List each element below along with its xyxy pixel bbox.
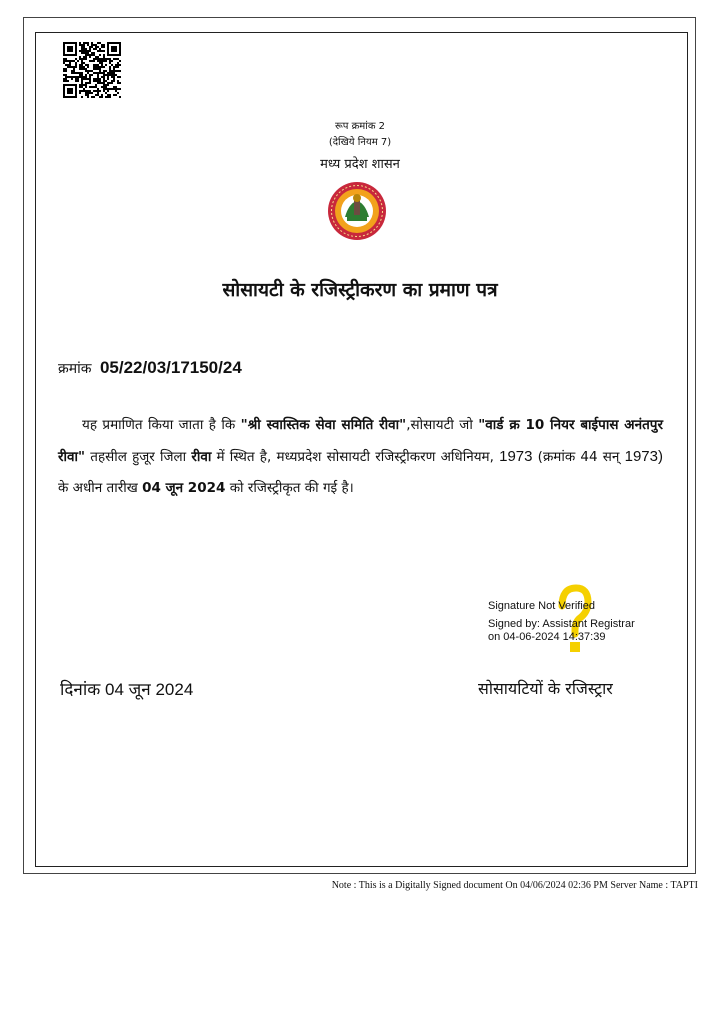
registrar-title: सोसायटियों के रजिस्ट्रार <box>478 679 613 698</box>
act-year-2: 1973) <box>624 448 663 465</box>
certificate-title: सोसायटी के रजिस्ट्रीकरण का प्रमाण पत्र <box>222 279 498 301</box>
society-name: "श्री स्वास्तिक सेवा समिति रीवा" <box>240 417 407 433</box>
signature-timestamp: on 04-06-2024 14:37:39 <box>488 631 606 643</box>
body-text-6: के अधीन तारीख <box>58 480 138 496</box>
mp-government-emblem-icon <box>327 181 387 241</box>
body-text-5: (क्रमांक 44 सन् <box>537 449 620 465</box>
form-number: रूप क्रमांक 2 <box>334 121 386 132</box>
registration-number <box>58 358 242 378</box>
body-text-3: तहसील हुजूर जिला <box>90 449 187 465</box>
body-text-1: यह प्रमाणित किया जाता है कि <box>82 417 236 433</box>
body-text-4: में स्थित है, मध्यप्रदेश सोसायटी रजिस्ट्रीकरण अधिनियम, <box>216 449 494 465</box>
society-address: "वार्ड क्र 10 नियर बाईपास अनंतपुर रीवा" <box>58 417 663 465</box>
signature-signed-by: Signed by: Assistant Registrar <box>488 618 635 630</box>
act-year: 1973 <box>499 448 533 465</box>
registration-value: 05/22/03/17150/24 <box>99 358 242 377</box>
signature-status: Signature Not Verified <box>488 600 596 612</box>
body-text-7: को रजिस्ट्रीकृत की गई है। <box>229 480 354 496</box>
district-name: रीवा <box>191 449 212 465</box>
qr-code-icon <box>63 42 121 98</box>
digital-signature-block <box>488 600 678 644</box>
registration-label: क्रमांक <box>58 361 92 377</box>
government-name: मध्य प्रदेश शासन <box>320 157 400 172</box>
issue-date: दिनांक 04 जून 2024 <box>60 680 194 699</box>
body-text-2: ,सोसायटी जो <box>406 417 473 433</box>
digital-signature-note: Note : This is a Digitally Signed document On 04/06/2024 02:36 PM Server Name : TAPTI <box>331 880 698 891</box>
registration-date: 04 जून 2024 <box>142 480 226 496</box>
certificate-body <box>58 410 663 504</box>
rule-reference: (देखिये नियम 7) <box>328 137 392 148</box>
